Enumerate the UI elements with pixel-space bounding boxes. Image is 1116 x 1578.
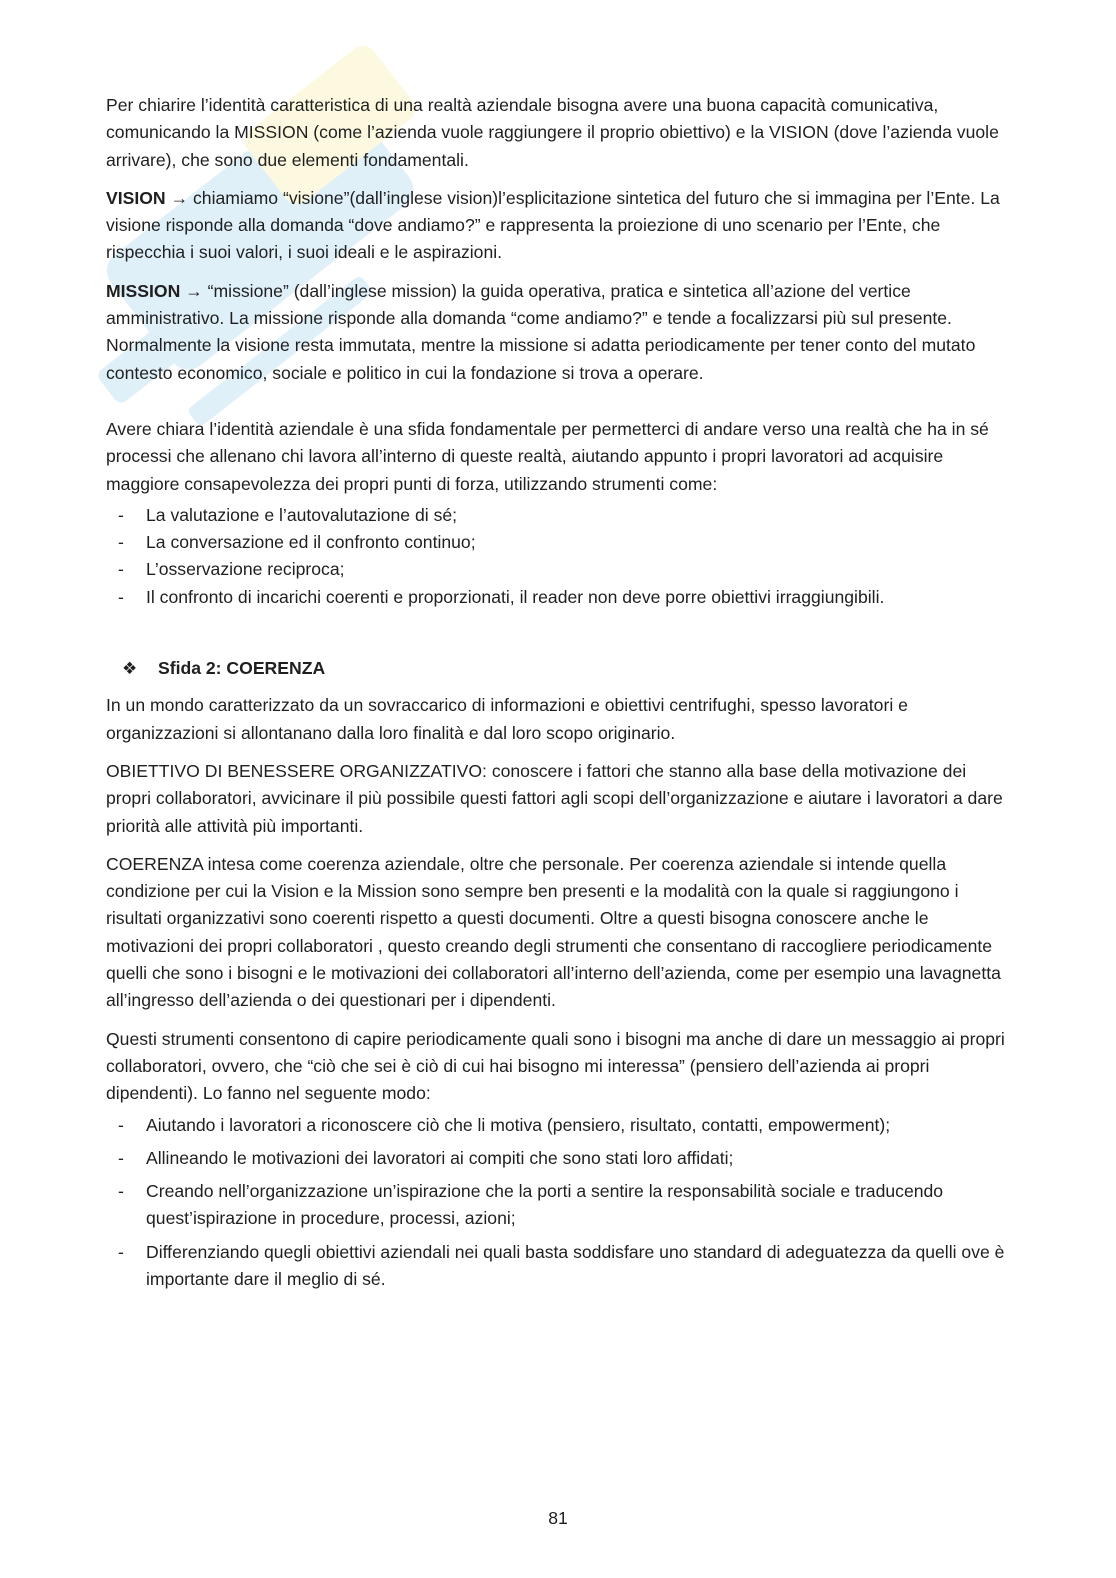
document-body [106,92,1011,1299]
identity-paragraph: Avere chiara l’identità aziendale è una sfida fondamentale per permetterci di andare verso una realtà che ha in sé processi che allenano chi lavora all’interno di queste realtà, aiutando appunto i propri lavoratori ad acquisire maggiore consapevolezza dei propri punti di forza, utilizzando strumenti come: [106,418,989,494]
list-item: - La conversazione ed il confronto continuo; [106,529,1011,556]
list-item: - Creando nell’organizzazione un’ispirazione che la porti a sentire la responsabilità sociale e traducendo quest’ispirazione in procedure, processi, azioni; [106,1178,1011,1233]
list-item: - La valutazione e l’autovalutazione di sé; [106,502,1011,529]
mission-paragraph [106,278,1011,387]
mission-term: MISSION → [106,280,203,301]
list-item: - L’osservazione reciproca; [106,556,1011,583]
mission-text: “missione” (dall’inglese mission) la guida operativa, pratica e sintetica all’azione del vertice amministrativo. La missione risponde alla domanda “come andiamo?” e tende a focalizzarsi più sul presente. Normalmente la visione resta immutata, mentre la missione si adatta periodicamente per tener conto del mutato contesto economico, sociale e politico in cui la fondazione si trova a operare. [106,280,976,383]
coherence-intro-paragraph: In un mondo caratterizzato da un sovraccarico di informazioni e obiettivi centrifughi, spesso lavoratori e organizzazioni si allontanano dalla loro finalità e dal loro scopo originario. [106,695,908,743]
list-item: - Il confronto di incarichi coerenti e proporzionati, il reader non deve porre obiettivi irraggiungibili. [106,584,1011,611]
vision-term: VISION → [106,187,189,208]
list-item: - Differenziando quegli obiettivi aziendali nei quali basta soddisfare uno standard di adeguatezza da quelli ove è importante dare il meglio di sé. [106,1239,1011,1294]
page-number: 81 [548,1508,568,1528]
coherence-definition-paragraph: COERENZA intesa come coerenza aziendale, oltre che personale. Per coerenza aziendale si intende quella condizione per cui la Vision e la Mission sono sempre ben presenti e la modalità con la quale si raggiungono i risultati organizzativi sono coerenti rispetto a questi documenti. Oltre a questi bisogna conoscere anche le motivazioni dei propri collaboratori , questo creando degli strumenti che consentano di raccogliere periodicamente quelli che sono i bisogni e le motivazioni dei collaboratori all’interno dell’azienda, come per esempio una lavagnetta all’ingresso dell’azienda o dei questionari per i dipendenti. [106,853,1001,1011]
vision-text: chiamiamo “visione”(dall’inglese vision)l’esplicitazione sintetica del futuro che si immagina per l’Ente. La visione risponde alla domanda “dove andiamo?” e rappresenta la proiezione di uno scenario per l’Ente, che rispecchia i suoi valori, i suoi ideali e le aspirazioni. [106,187,1000,263]
list-item: - Aiutando i lavoratori a riconoscere ciò che li motiva (pensiero, risultato, contatti, empowerment); [106,1112,1011,1139]
tools-paragraph: Questi strumenti consentono di capire periodicamente quali sono i bisogni ma anche di dare un messaggio ai propri collaboratori, ovvero, che “ciò che sei è ciò di cui hai bisogno mi interessa” (pensiero dell’azienda ai propri dipendenti). Lo fanno nel seguente modo: [106,1028,1005,1104]
section-title: Sfida 2: COERENZA [158,658,326,679]
intro-paragraph: Per chiarire l’identità caratteristica di una realtà aziendale bisogna avere una buona capacità comunicativa, comunicando la MISSION (come l’azienda vuole raggiungere il proprio obiettivo) e la VISION (dove l’azienda vuole arrivare), che sono due elementi fondamentali. [106,95,999,170]
tools-list [106,502,1011,611]
methods-list [106,1112,1011,1294]
objective-paragraph: OBIETTIVO DI BENESSERE ORGANIZZATIVO: conoscere i fattori che stanno alla base della motivazione dei propri collaboratori, avvicinare il più possibile questi fattori agli scopi dell’organizzazione e aiutare i lavoratori a dare priorità alle attività più importanti. [106,760,1003,836]
vision-paragraph [106,185,1011,267]
section-heading [106,655,1011,682]
diamond-bullet-icon: ❖ [122,659,138,679]
list-item: - Allineando le motivazioni dei lavoratori ai compiti che sono stati loro affidati; [106,1145,1011,1172]
